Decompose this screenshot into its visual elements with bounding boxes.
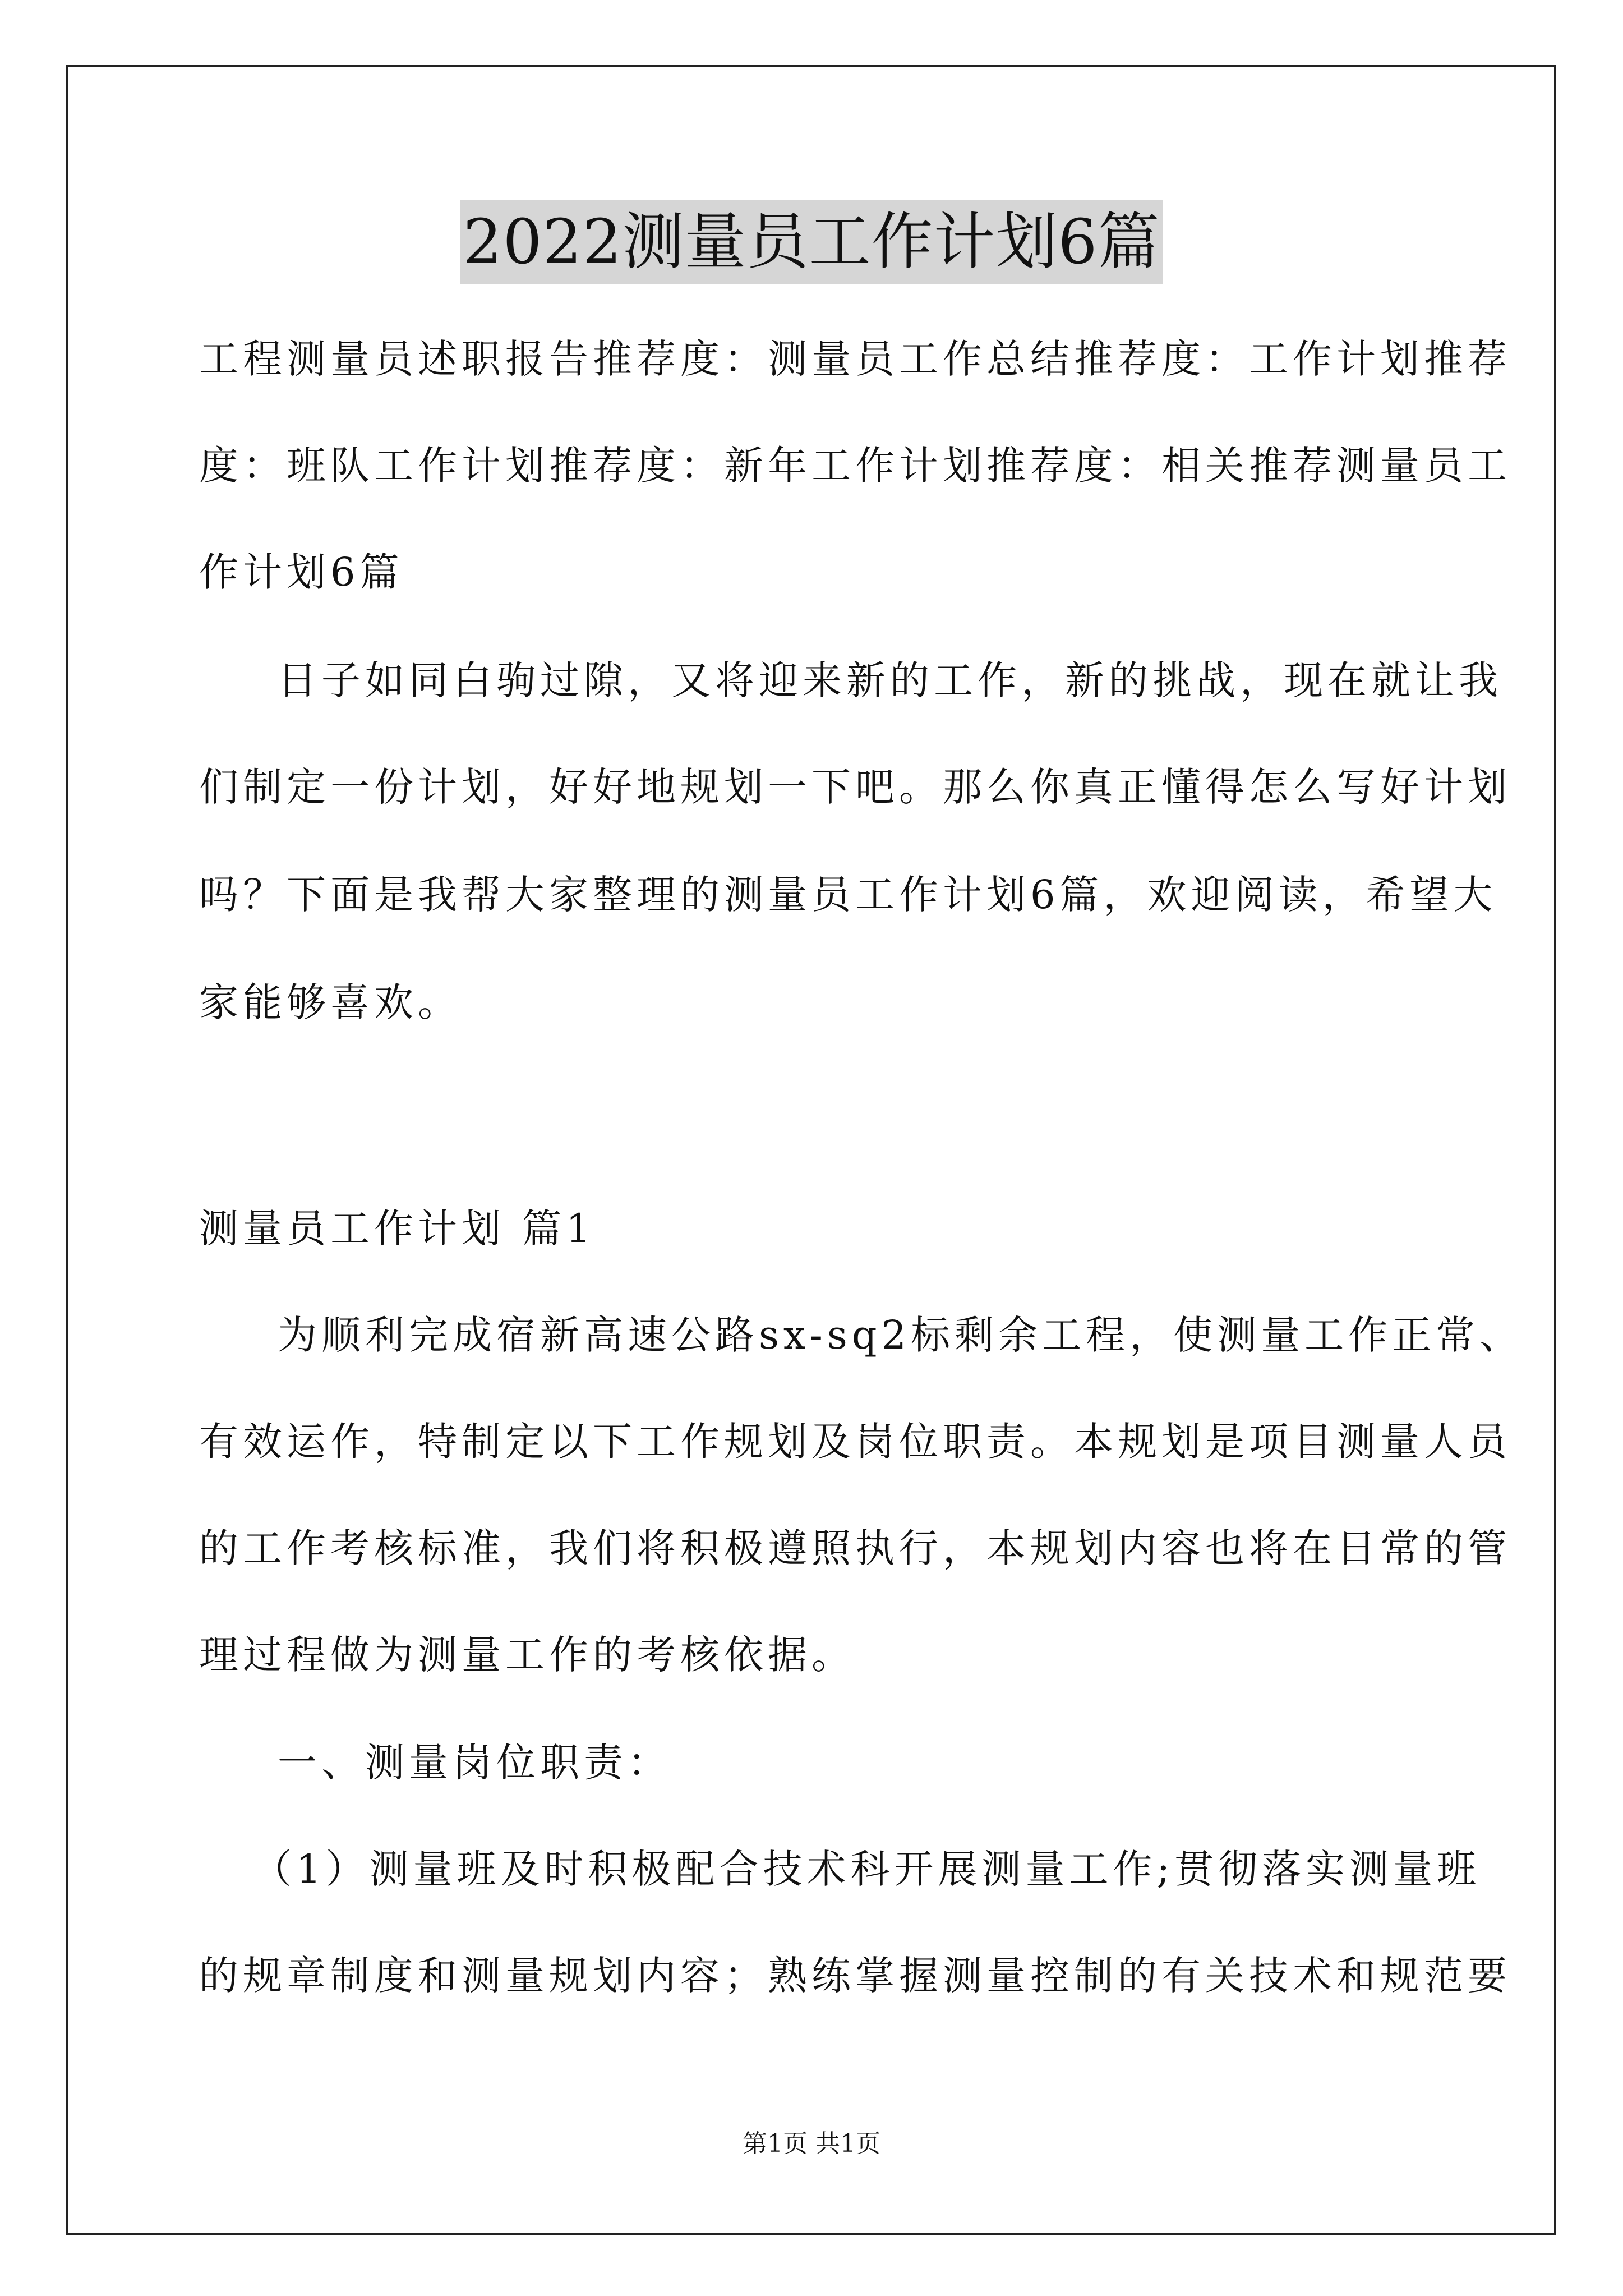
paragraph-line: 度：班队工作计划推荐度：新年工作计划推荐度：相关推荐测量员工 (199, 443, 1511, 489)
subsection-heading: 一、测量岗位职责： (278, 1740, 671, 1786)
page-border (66, 65, 1556, 2235)
section-heading: 测量员工作计划 篇1 (199, 1205, 596, 1251)
paragraph-line: 的工作考核标准，我们将积极遵照执行，本规划内容也将在日常的管 (199, 1525, 1511, 1571)
paragraph-line: （1）测量班及时积极配合技术科开展测量工作;贯彻落实测量班 (252, 1846, 1481, 1892)
paragraph-line: 理过程做为测量工作的考核依据。 (199, 1632, 855, 1678)
page-footer: 第1页 共1页 (743, 2129, 880, 2158)
paragraph-line: 工程测量员述职报告推荐度：测量员工作总结推荐度：工作计划推荐 (199, 336, 1511, 382)
paragraph-line: 有效运作，特制定以下工作规划及岗位职责。本规划是项目测量人员 (199, 1419, 1511, 1465)
paragraph-line: 为顺利完成宿新高速公路sx-sq2标剩余工程，使测量工作正常、 (278, 1312, 1524, 1358)
document-title: 2022测量员工作计划6篇 (460, 200, 1164, 284)
paragraph-line: 日子如同白驹过隙，又将迎来新的工作，新的挑战，现在就让我 (278, 657, 1502, 703)
paragraph-line: 的规章制度和测量规划内容；熟练掌握测量控制的有关技术和规范要 (199, 1953, 1511, 1999)
paragraph-line: 家能够喜欢。 (199, 979, 462, 1025)
title-wrap (0, 200, 1623, 284)
paragraph-line: 们制定一份计划，好好地规划一下吧。那么你真正懂得怎么写好计划 (199, 764, 1511, 810)
paragraph-line: 吗？下面是我帮大家整理的测量员工作计划6篇，欢迎阅读，希望大 (199, 872, 1497, 918)
paragraph-line: 作计划6篇 (199, 549, 404, 595)
